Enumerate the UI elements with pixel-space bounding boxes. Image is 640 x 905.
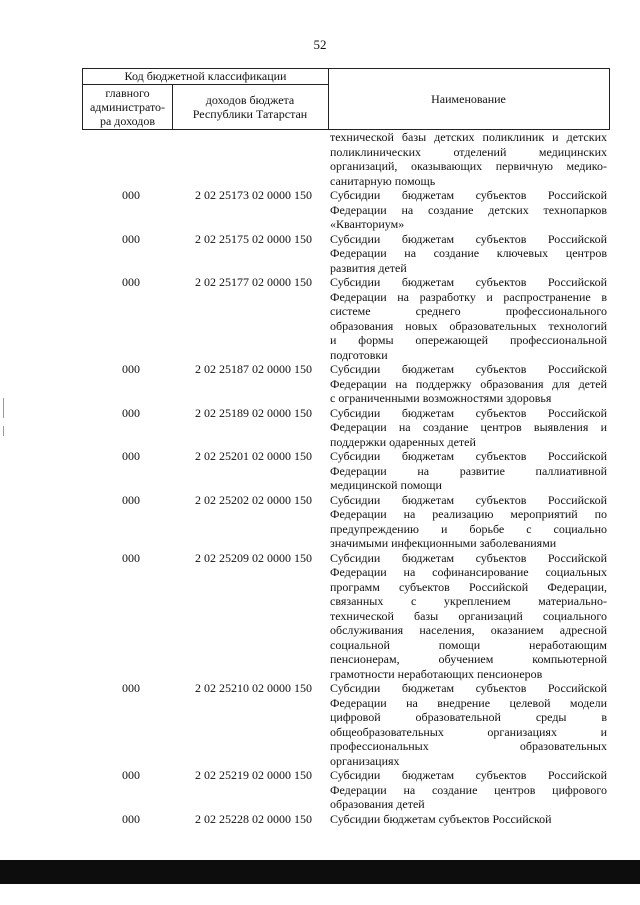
income-code: 2 02 25202 02 0000 150 [195,492,312,507]
income-name-line: Федерации на создание детских технопарков [330,202,607,217]
income-code: 2 02 25210 02 0000 150 [195,681,312,695]
table-row [82,493,610,551]
income-name [327,493,607,551]
table-row [82,188,610,232]
header-group-label: Код бюджетной классификации [83,69,329,85]
income-name-line: Федерации на развитие паллиативной [330,463,607,478]
admin-code: 000 [122,811,140,826]
margin-mark [3,426,4,436]
income-name-line: Федерации на софинансирование социальных [330,565,607,579]
income-name-line: санитарную помощь [330,173,436,188]
income-name-line: Субсидии бюджетам субъектов Российской [330,362,607,376]
header-main-admin-line: ра доходов [99,113,156,128]
income-name-line: Федерации на внедрение целевой модели [330,695,607,710]
income-code: 2 02 25173 02 0000 150 [195,188,312,202]
table-header [82,68,610,130]
income-name-line: поддержки одаренных детей [330,434,476,449]
income-name [327,188,607,232]
income-code: 2 02 25219 02 0000 150 [195,768,312,782]
income-name-line: Федерации на создание центров цифрового [330,782,607,797]
income-name-line: Субсидии бюджетам субъектов Российской [330,231,607,246]
income-name [327,232,607,276]
income-name-line: с ограниченными возможностями здоровья [330,391,552,405]
table-row [82,551,610,682]
admin-code: 000 [122,681,140,695]
income-name [327,130,607,188]
income-name [327,362,607,406]
income-name-line: медицинской помощи [330,478,442,492]
admin-code: 000 [122,449,140,463]
income-name-line: Субсидии бюджетам субъектов Российской [330,811,552,826]
scan-bottom-border [0,860,640,884]
income-code: 2 02 25228 02 0000 150 [195,811,312,826]
income-name [327,275,607,362]
table-row [82,275,610,362]
income-name-line: образования новых образовательных технологий [330,318,607,333]
income-name-line: общеобразовательных организациях и [330,724,607,739]
income-name-line: и формы опережающей профессиональной [330,333,607,347]
income-name-line: подготовки [330,347,388,362]
income-name [327,406,607,450]
income-code: 2 02 25189 02 0000 150 [195,405,312,420]
header-income-line: Республики Татарстан [192,106,308,121]
income-name-line: Субсидии бюджетам субъектов Российской [330,275,607,289]
page-number: 52 [313,37,327,52]
income-name-line: связанных с укреплением материально- [330,594,607,608]
income-name-line: предупреждению и борьбе с социально [330,521,607,536]
admin-code: 000 [122,231,140,246]
income-name-line: организаций, оказывающих первичную медико- [330,159,607,173]
income-name [327,681,607,768]
table-row [82,449,610,493]
income-name-line: развития детей [330,260,407,275]
income-code [180,130,327,188]
income-name-line: Субсидии бюджетам субъектов Российской [330,449,607,463]
income-name-line: поликлинических отделений медицинских [330,144,607,159]
table-row [82,362,610,406]
income-name-line: технической базы организаций социального [330,608,607,623]
table-row [82,681,610,768]
income-name-line: обслуживания населения, оказанием адресной [330,623,607,637]
income-code: 2 02 25201 02 0000 150 [195,449,312,463]
income-name-line: Субсидии бюджетам субъектов Российской [330,492,607,507]
income-name-line: Федерации на реализацию мероприятий по [330,507,607,521]
header-name: Наименование [431,91,506,106]
income-name-line: «Кванториум» [330,217,405,231]
admin-code: 000 [122,405,140,420]
income-name-line: Субсидии бюджетам субъектов Российской [330,550,607,565]
income-name-line: грамотности неработающих пенсионеров [330,666,543,681]
income-name-line: социальной помощи неработающим [330,637,607,652]
admin-code: 000 [122,188,140,202]
header-main-admin-line: администрато- [89,99,166,114]
budget-classification-table [82,68,610,826]
header-income-code [172,84,329,129]
income-name-line: профессиональных образовательных [330,739,607,753]
income-name-line: Федерации на разработку и распространение в [330,289,607,304]
table-row [82,232,610,276]
margin-mark [3,398,4,418]
table-row [82,406,610,450]
income-name-line: цифровой образовательной среды в [330,710,607,724]
income-code: 2 02 25209 02 0000 150 [195,550,312,565]
income-name-line: технической базы детских поликлиник и детских [330,130,607,144]
header-main-admin [83,84,173,129]
income-code: 2 02 25177 02 0000 150 [195,275,312,289]
income-name [327,812,607,827]
admin-code: 000 [122,275,140,289]
header-main-admin-line: главного [105,85,150,100]
income-code: 2 02 25187 02 0000 150 [195,362,312,376]
income-name-line: Субсидии бюджетам субъектов Российской [330,768,607,782]
admin-code: 000 [122,550,140,565]
income-name-line: пенсионерам, обучением компьютерной [330,652,607,666]
income-code: 2 02 25175 02 0000 150 [195,231,312,246]
income-name-line: Субсидии бюджетам субъектов Российской [330,681,607,695]
admin-code: 000 [122,768,140,782]
income-name [327,551,607,682]
header-income-line: доходов бюджета [205,92,295,107]
income-name [327,449,607,493]
table-row [82,130,610,188]
admin-code [82,130,180,188]
income-name [327,768,607,812]
income-name-line: Субсидии бюджетам субъектов Российской [330,188,607,202]
income-name-line: Федерации на создание ключевых центров [330,246,607,260]
income-name-line: образования детей [330,797,425,811]
income-name-line: значимыми инфекционными заболеваниями [330,536,557,550]
table-row [82,812,610,827]
admin-code: 000 [122,492,140,507]
income-name-line: Федерации на создание центров выявления и [330,420,607,434]
table-body [82,130,610,826]
income-name-line: Субсидии бюджетам субъектов Российской [330,405,607,420]
admin-code: 000 [122,362,140,376]
income-name-line: системе среднего профессионального [330,304,607,318]
income-name-line: организациях [330,753,400,768]
table-row [82,768,610,812]
income-name-line: Федерации на поддержку образования для детей [330,376,607,391]
income-name-line: программ субъектов Российской Федерации, [330,579,607,594]
